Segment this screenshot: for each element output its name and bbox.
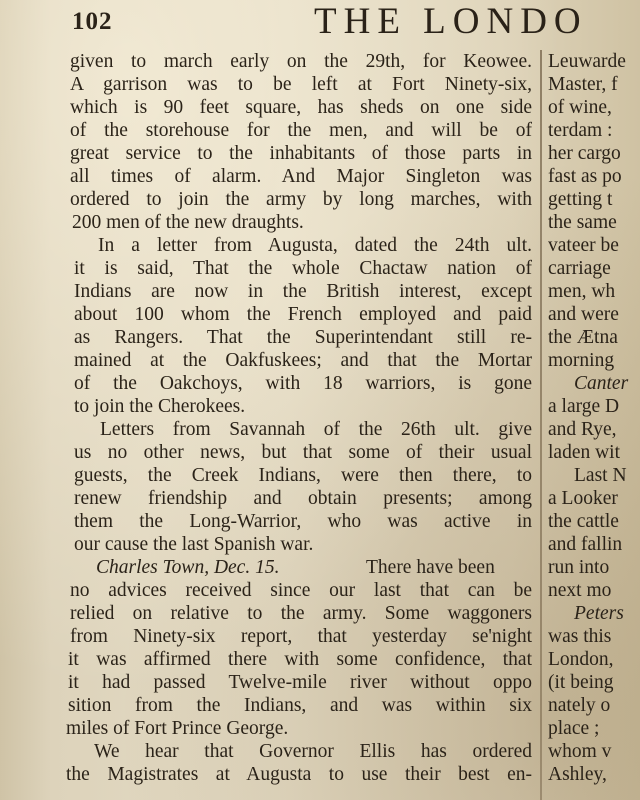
article-line: sition from the Indians, and was within six — [68, 695, 532, 716]
page-number: 102 — [72, 8, 113, 35]
article-line: Indians are now in the British interest, except — [74, 281, 532, 302]
article-line: our cause the last Spanish war. — [74, 534, 314, 555]
article-line: relied on relative to the army. Some waggoners — [70, 603, 532, 624]
article-line: Master, f — [548, 74, 618, 95]
article-line: whom v — [548, 741, 612, 762]
article-line: to join the Cherokees. — [74, 396, 246, 417]
article-line: There have been — [366, 557, 495, 578]
article-line: A garrison was to be left at Fort Ninety-six, — [70, 74, 532, 95]
article-line: it had passed Twelve-mile river without oppo — [68, 672, 532, 693]
masthead-title: THE LONDO — [314, 1, 588, 42]
article-line: a large D — [548, 396, 620, 417]
article-line: and fallin — [548, 534, 623, 555]
article-line: Leuwarde — [548, 51, 626, 72]
article-line: and were — [548, 304, 619, 325]
article-line: the Magistrates at Augusta to use their best en- — [66, 764, 532, 785]
article-line: Letters from Savannah of the 26th ult. give — [100, 419, 532, 440]
article-line: We hear that Governor Ellis has ordered — [94, 741, 532, 762]
article-line: terdam : — [548, 120, 613, 141]
article-line: renew friendship and obtain presents; among — [74, 488, 532, 509]
article-line: nately o — [548, 695, 611, 716]
article-line: Last N — [574, 465, 627, 486]
article-line: the cattle — [548, 511, 619, 532]
article-line: us no other news, but that some of their usual — [74, 442, 532, 463]
article-line: In a letter from Augusta, dated the 24th ult. — [98, 235, 532, 256]
article-line: of the storehouse for the men, and will be of — [70, 120, 532, 141]
article-line: them the Long-Warrior, who was active in — [74, 511, 532, 532]
article-line: her cargo — [548, 143, 621, 164]
article-line: a Looker — [548, 488, 618, 509]
article-line: and Rye, — [548, 419, 617, 440]
article-line: fast as po — [548, 166, 622, 187]
left-column — [60, 50, 538, 800]
article-line: place ; — [548, 718, 600, 739]
article-line: the same — [548, 212, 617, 233]
article-line: given to march early on the 29th, for Keowee. — [70, 51, 532, 72]
article-line: as Rangers. That the Superintendant still re- — [74, 327, 532, 348]
article-line: men, wh — [548, 281, 616, 302]
article-line: of the Oakchoys, with 18 warriors, is gone — [74, 373, 532, 394]
article-line: ordered to join the army by long marches, with — [70, 189, 532, 210]
dateline: Charles Town, Dec. 15. — [96, 557, 280, 578]
article-line: getting t — [548, 189, 613, 210]
article-line: (it being — [548, 672, 614, 693]
article-line: run into — [548, 557, 610, 578]
dateline: Canter — [574, 373, 629, 394]
article-line: from Ninety-six report, that yesterday se'night — [70, 626, 532, 647]
article-line: of wine, — [548, 97, 612, 118]
article-line: vateer be — [548, 235, 619, 256]
article-line: Ashley, — [548, 764, 607, 785]
article-line: mained at the Oakfuskees; and that the Mortar — [74, 350, 532, 371]
page-header — [0, 0, 640, 48]
dateline: Peters — [574, 603, 624, 624]
article-line: all times of alarm. And Major Singleton was — [70, 166, 532, 187]
article-line: great service to the inhabitants of those parts in — [70, 143, 532, 164]
article-line: London, — [548, 649, 614, 670]
article-line: which is 90 feet square, has sheds on one side — [70, 97, 532, 118]
article-line: next mo — [548, 580, 612, 601]
article-line: carriage — [548, 258, 611, 279]
article-line: it was affirmed there with some confidence, that — [68, 649, 532, 670]
article-line: was this — [548, 626, 612, 647]
article-line: 200 men of the new draughts. — [72, 212, 304, 233]
right-column — [548, 50, 640, 800]
article-line: the Ætna — [548, 327, 618, 348]
article-line: laden wit — [548, 442, 621, 463]
article-line: guests, the Creek Indians, were then there, to — [74, 465, 532, 486]
article-line: about 100 whom the French employed and paid — [74, 304, 532, 325]
article-line: no advices received since our last that can be — [70, 580, 532, 601]
article-line: miles of Fort Prince George. — [66, 718, 289, 739]
article-line: morning — [548, 350, 615, 371]
column-rule — [540, 50, 542, 800]
article-line: it is said, That the whole Chactaw nation of — [74, 258, 532, 279]
